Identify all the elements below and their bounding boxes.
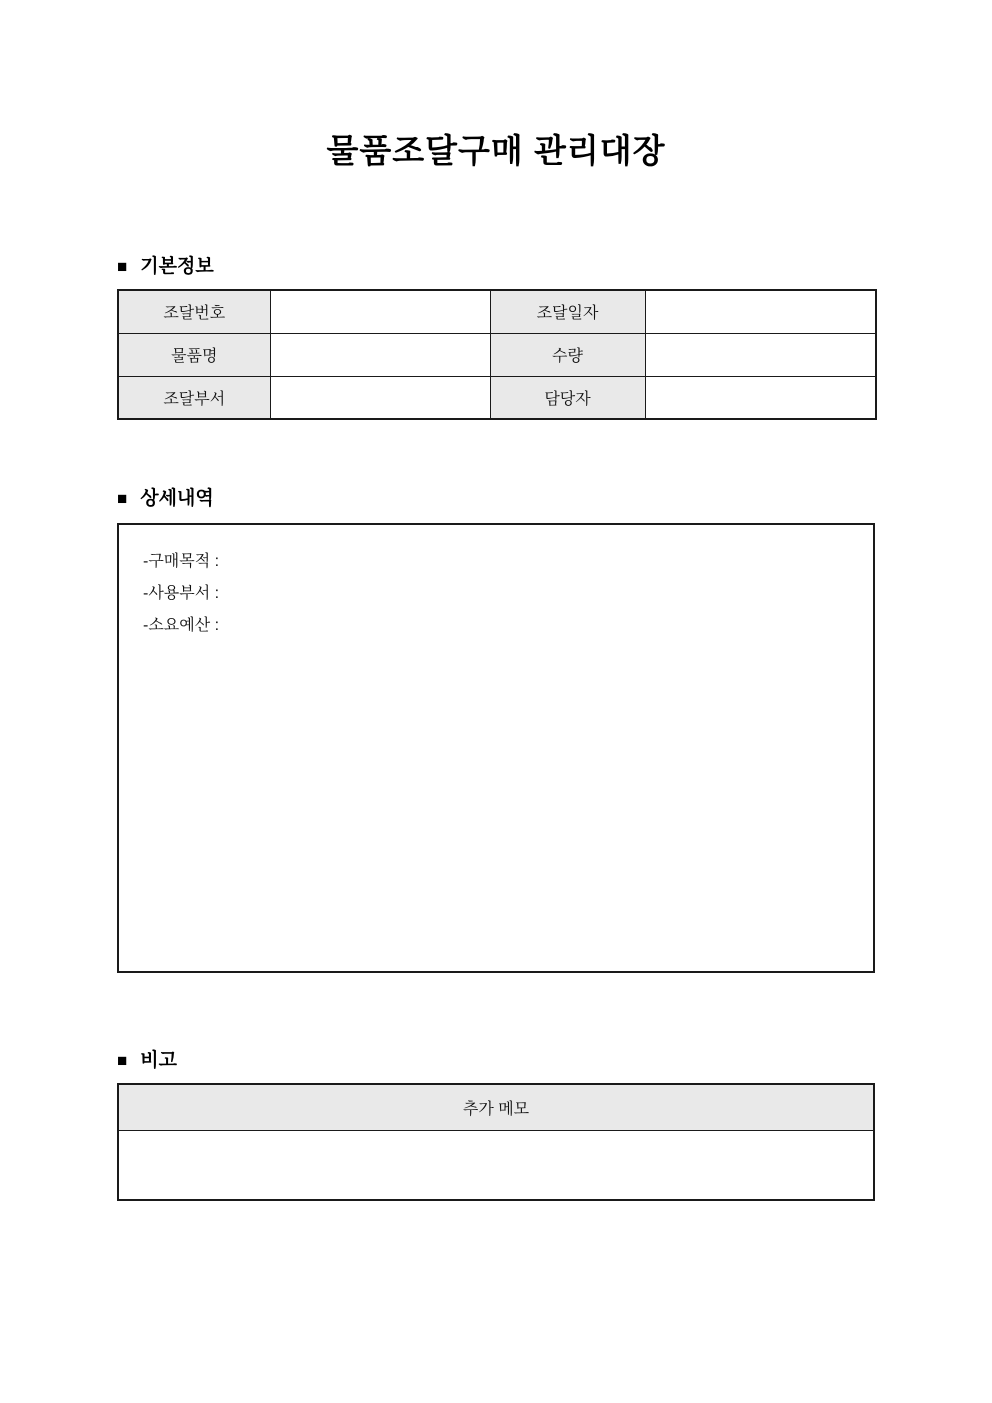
field-value-person-in-charge[interactable] xyxy=(645,376,876,419)
section-marker-icon: ■ xyxy=(117,257,128,276)
page-title: 물품조달구매 관리대장 xyxy=(326,132,666,169)
section-title-remarks: 비고 xyxy=(140,1050,177,1071)
document-content xyxy=(117,128,875,1201)
details-text-area[interactable] xyxy=(117,523,875,973)
table-row xyxy=(118,376,876,419)
section-title-details: 상세내역 xyxy=(140,488,214,509)
field-label-quantity: 수량 xyxy=(490,333,645,376)
field-value-procurement-number[interactable] xyxy=(270,290,490,333)
memo-header-cell: 추가 메모 xyxy=(118,1084,874,1130)
field-value-item-name[interactable] xyxy=(270,333,490,376)
field-label-item-name: 물품명 xyxy=(118,333,270,376)
section-header-remarks xyxy=(117,1049,875,1073)
section-title-basic-info: 기본정보 xyxy=(140,256,214,277)
memo-value-input[interactable] xyxy=(118,1130,874,1200)
field-label-procurement-dept: 조달부서 xyxy=(118,376,270,419)
field-label-procurement-number: 조달번호 xyxy=(118,290,270,333)
field-label-person-in-charge: 담당자 xyxy=(490,376,645,419)
table-row xyxy=(118,1130,874,1200)
section-header-details xyxy=(117,487,875,511)
field-label-procurement-date: 조달일자 xyxy=(490,290,645,333)
detail-line-required-budget: -소요예산 : xyxy=(143,617,220,634)
table-row xyxy=(118,333,876,376)
table-row xyxy=(118,1084,874,1130)
table-row xyxy=(118,290,876,333)
field-value-quantity[interactable] xyxy=(645,333,876,376)
section-marker-icon: ■ xyxy=(117,489,128,508)
basic-info-table xyxy=(117,289,877,420)
field-value-procurement-date[interactable] xyxy=(645,290,876,333)
detail-line-purchase-purpose: -구매목적 : xyxy=(143,553,220,570)
remarks-table xyxy=(117,1083,875,1201)
field-value-procurement-dept[interactable] xyxy=(270,376,490,419)
section-header-basic-info xyxy=(117,255,875,279)
detail-line-using-dept: -사용부서 : xyxy=(143,585,220,602)
section-marker-icon: ■ xyxy=(117,1051,128,1070)
